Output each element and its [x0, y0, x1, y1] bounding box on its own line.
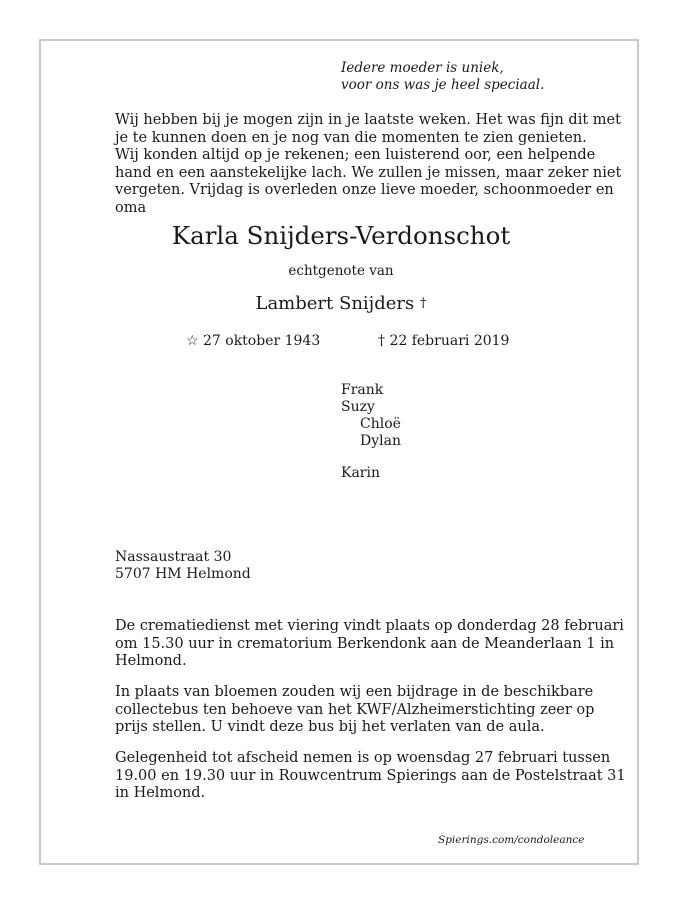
- death-date: † 22 februari 2019: [378, 333, 510, 349]
- service-paragraph: [115, 618, 624, 671]
- flowers-paragraph: [115, 684, 595, 737]
- farewell-paragraph: [115, 750, 626, 803]
- family-member: Suzy: [341, 399, 375, 415]
- text-line: Gelegenheid tot afscheid nemen is op woensdag 27 februari tussen: [115, 750, 611, 766]
- address-block: [115, 549, 251, 583]
- text-line: In plaats van bloemen zouden wij een bijdrage in de beschikbare: [115, 684, 594, 700]
- text-line: De crematiedienst met viering vindt plaats op donderdag 28 februari: [115, 618, 624, 634]
- condolence-link[interactable]: Spierings.com/condoleance: [438, 834, 585, 846]
- address-city: 5707 HM Helmond: [115, 566, 251, 582]
- text-line: 19.00 en 19.30 uur in Rouwcentrum Spierings aan de Postelstraat 31: [115, 767, 626, 784]
- family-member: Dylan: [360, 433, 401, 449]
- text-line: om 15.30 uur in crematorium Berkendonk aan de Meanderlaan 1 in: [115, 635, 615, 652]
- family-member: Karin: [341, 465, 380, 481]
- motto: [341, 60, 544, 94]
- spouse-name: Lambert Snijders: [255, 293, 415, 314]
- family-member: Chloë: [360, 416, 401, 432]
- text-line: Helmond.: [115, 653, 187, 669]
- spouse-label: echtgenote van: [288, 263, 394, 279]
- cross-icon: †: [420, 296, 427, 311]
- intro-paragraph: [115, 112, 622, 217]
- birth-date: ☆ 27 oktober 1943: [186, 333, 321, 349]
- text-line: vergeten. Vrijdag is overleden onze lieve moeder, schoonmoeder en: [115, 182, 614, 198]
- text-line: oma: [115, 199, 147, 216]
- text-line: Wij hebben bij je mogen zijn in je laatste weken. Het was fijn dit met: [115, 112, 621, 128]
- family-list: [341, 382, 401, 482]
- address-street: Nassaustraat 30: [115, 549, 232, 565]
- motto-line: Iedere moeder is uniek,: [341, 60, 504, 76]
- text-line: in Helmond.: [115, 785, 206, 801]
- text-line: prijs stellen. U vindt deze bus bij het verlaten van de aula.: [115, 719, 545, 735]
- text-line: collectebus ten behoeve van het KWF/Alzheimerstichting zeer op: [115, 701, 595, 718]
- text-line: je te kunnen doen en je nog van die momenten te zien genieten.: [115, 129, 587, 146]
- motto-line: voor ons was je heel speciaal.: [341, 77, 545, 93]
- spouse-name-line: [115, 292, 567, 316]
- deceased-name: Karla Snijders-Verdonschot: [171, 221, 511, 250]
- text-line: hand en een aanstekelijke lach. We zullen je missen, maar zeker niet: [115, 164, 622, 181]
- text-line: Wij konden altijd op je rekenen; een luisterend oor, een helpende: [115, 147, 596, 163]
- family-member: Frank: [341, 382, 384, 398]
